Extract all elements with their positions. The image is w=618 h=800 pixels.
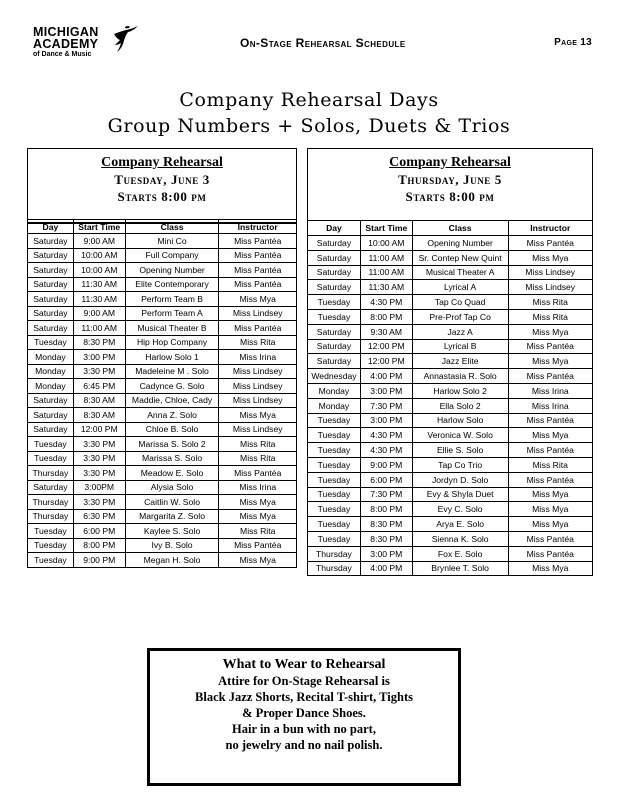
cell-instructor: Miss Pantéa: [508, 443, 592, 458]
cell-instructor: Miss Lindsey: [508, 280, 592, 295]
cell-class: Lyrical A: [412, 280, 508, 295]
cell-start-time: 3:30 PM: [73, 466, 125, 481]
cell-class: Tap Co Trio: [412, 457, 508, 472]
cell-class: Brynlee T. Solo: [412, 561, 508, 576]
schedule-row: [28, 248, 297, 263]
cell-day: Saturday: [28, 248, 74, 263]
attire-notice-box: [147, 648, 461, 786]
cell-day: Tuesday: [28, 553, 74, 568]
schedule-row: [308, 383, 593, 398]
page-title: [0, 87, 618, 139]
cell-instructor: Miss Mya: [219, 495, 297, 510]
cell-day: Monday: [28, 379, 74, 394]
cell-start-time: 11:30 AM: [73, 277, 125, 292]
cell-instructor: Miss Pantéa: [508, 236, 592, 251]
cell-instructor: Miss Irina: [508, 398, 592, 413]
cell-instructor: Miss Pantéa: [508, 546, 592, 561]
cell-start-time: 11:00 AM: [360, 250, 412, 265]
cell-instructor: Miss Mya: [508, 517, 592, 532]
cell-day: Saturday: [28, 306, 74, 321]
cell-start-time: 8:30 PM: [360, 531, 412, 546]
schedule-row: [308, 398, 593, 413]
schedule-row: [308, 236, 593, 251]
cell-day: Saturday: [28, 321, 74, 336]
right-panel-header: [308, 155, 592, 226]
cell-day: Thursday: [308, 546, 361, 561]
cell-class: Maddie, Chloe, Cady: [125, 393, 219, 408]
cell-start-time: 3:00 PM: [360, 546, 412, 561]
right-table-body: [308, 236, 593, 576]
col-instructor: Instructor: [219, 220, 297, 234]
schedule-row: [308, 517, 593, 532]
cell-class: Arya E. Solo: [412, 517, 508, 532]
left-panel-start: Starts 8:00 pm: [117, 189, 207, 204]
cell-day: Tuesday: [308, 472, 361, 487]
cell-day: Saturday: [308, 236, 361, 251]
schedule-row: [28, 292, 297, 307]
cell-start-time: 9:00 PM: [360, 457, 412, 472]
cell-day: Tuesday: [308, 502, 361, 517]
schedule-row: [308, 354, 593, 369]
cell-start-time: 3:00PM: [73, 480, 125, 495]
cell-instructor: Miss Pantéa: [219, 248, 297, 263]
schedule-row: [28, 553, 297, 568]
cell-start-time: 6:00 PM: [360, 472, 412, 487]
schedule-row: [28, 480, 297, 495]
cell-class: Cadynce G. Solo: [125, 379, 219, 394]
cell-class: Margarita Z. Solo: [125, 509, 219, 524]
cell-class: Harlow Solo 1: [125, 350, 219, 365]
schedule-row: [308, 561, 593, 576]
cell-instructor: Miss Lindsey: [508, 265, 592, 280]
cell-instructor: Miss Mya: [219, 509, 297, 524]
cell-instructor: Miss Mya: [219, 553, 297, 568]
cell-start-time: 12:00 PM: [360, 339, 412, 354]
right-panel-title: Company Rehearsal: [389, 155, 511, 170]
cell-class: Musical Theater A: [412, 265, 508, 280]
cell-class: Ellie S. Solo: [412, 443, 508, 458]
logo-line-2: ACADEMY: [33, 37, 99, 51]
cell-day: Saturday: [28, 408, 74, 423]
cell-instructor: Miss Pantéa: [219, 263, 297, 278]
cell-day: Saturday: [308, 354, 361, 369]
cell-class: Jordyn D. Solo: [412, 472, 508, 487]
cell-class: Perform Team A: [125, 306, 219, 321]
cell-instructor: Miss Mya: [508, 250, 592, 265]
cell-start-time: 11:30 AM: [360, 280, 412, 295]
cell-start-time: 8:00 PM: [360, 309, 412, 324]
schedule-row: [308, 472, 593, 487]
schedule-row: [308, 339, 593, 354]
schedule-row: [308, 546, 593, 561]
schedule-row: [308, 443, 593, 458]
cell-class: Elite Contemporary: [125, 277, 219, 292]
cell-class: Opening Number: [412, 236, 508, 251]
left-table-body: [28, 234, 297, 568]
cell-day: Saturday: [308, 280, 361, 295]
cell-start-time: 7:30 PM: [360, 487, 412, 502]
cell-instructor: Miss Rita: [219, 437, 297, 452]
cell-day: Saturday: [28, 277, 74, 292]
left-schedule-panel: [27, 148, 297, 224]
cell-start-time: 7:30 PM: [360, 398, 412, 413]
schedule-row: [28, 495, 297, 510]
attire-line: no jewelry and no nail polish.: [225, 738, 383, 752]
cell-day: Thursday: [308, 561, 361, 576]
schedule-row: [308, 428, 593, 443]
right-schedule-panel: [307, 148, 593, 226]
cell-instructor: Miss Mya: [219, 292, 297, 307]
attire-line: & Proper Dance Shoes.: [242, 706, 366, 720]
cell-class: Pre-Prof Tap Co: [412, 309, 508, 324]
cell-class: Tap Co Quad: [412, 295, 508, 310]
left-panel-header: [28, 155, 296, 223]
cell-day: Saturday: [28, 422, 74, 437]
col-start-time: Start Time: [360, 221, 412, 236]
cell-instructor: Miss Mya: [508, 487, 592, 502]
logo-line-1: MICHIGAN: [33, 25, 99, 39]
cell-class: Perform Team B: [125, 292, 219, 307]
cell-day: Saturday: [28, 393, 74, 408]
cell-instructor: Miss Pantéa: [219, 277, 297, 292]
col-instructor: Instructor: [508, 221, 592, 236]
cell-start-time: 9:00 AM: [73, 306, 125, 321]
schedule-row: [308, 280, 593, 295]
schedule-row: [28, 263, 297, 278]
cell-instructor: Miss Mya: [219, 408, 297, 423]
schedule-row: [28, 408, 297, 423]
cell-instructor: Miss Pantéa: [219, 466, 297, 481]
cell-class: Mini Co: [125, 234, 219, 249]
cell-day: Saturday: [308, 250, 361, 265]
schedule-row: [308, 457, 593, 472]
cell-start-time: 10:00 AM: [73, 263, 125, 278]
cell-start-time: 3:00 PM: [360, 383, 412, 398]
cell-class: Kaylee S. Solo: [125, 524, 219, 539]
schedule-row: [28, 350, 297, 365]
cell-day: Tuesday: [28, 335, 74, 350]
cell-day: Thursday: [28, 495, 74, 510]
cell-class: Annastasia R. Solo: [412, 369, 508, 384]
cell-class: Hip Hop Company: [125, 335, 219, 350]
cell-class: Alysia Solo: [125, 480, 219, 495]
schedule-row: [28, 509, 297, 524]
cell-start-time: 4:30 PM: [360, 443, 412, 458]
schedule-row: [308, 324, 593, 339]
page-number: Page 13: [554, 37, 592, 48]
col-day: Day: [28, 220, 74, 234]
cell-day: Monday: [28, 364, 74, 379]
cell-start-time: 4:30 PM: [360, 428, 412, 443]
cell-start-time: 8:30 PM: [73, 335, 125, 350]
cell-start-time: 4:00 PM: [360, 369, 412, 384]
schedule-row: [308, 250, 593, 265]
cell-start-time: 11:00 AM: [360, 265, 412, 280]
cell-class: Marissa S. Solo 2: [125, 437, 219, 452]
cell-day: Tuesday: [308, 428, 361, 443]
cell-instructor: Miss Lindsey: [219, 393, 297, 408]
cell-start-time: 11:30 AM: [73, 292, 125, 307]
cell-class: Jazz A: [412, 324, 508, 339]
cell-instructor: Miss Lindsey: [219, 379, 297, 394]
cell-start-time: 3:30 PM: [73, 364, 125, 379]
schedule-row: [28, 364, 297, 379]
cell-instructor: Miss Pantéa: [219, 234, 297, 249]
cell-instructor: Miss Pantéa: [219, 321, 297, 336]
cell-day: Thursday: [28, 466, 74, 481]
cell-class: Megan H. Solo: [125, 553, 219, 568]
left-schedule-table: [27, 219, 297, 568]
cell-instructor: Miss Pantéa: [508, 472, 592, 487]
cell-instructor: Miss Irina: [219, 350, 297, 365]
cell-day: Saturday: [28, 292, 74, 307]
cell-class: Caitlin W. Solo: [125, 495, 219, 510]
cell-start-time: 4:00 PM: [360, 561, 412, 576]
cell-start-time: 3:00 PM: [73, 350, 125, 365]
header-title: On-Stage Rehearsal Schedule: [240, 36, 406, 50]
cell-day: Saturday: [28, 263, 74, 278]
schedule-row: [308, 502, 593, 517]
col-day: Day: [308, 221, 361, 236]
attire-line: Attire for On-Stage Rehearsal is: [218, 674, 390, 688]
cell-day: Tuesday: [28, 451, 74, 466]
cell-class: Chloe B. Solo: [125, 422, 219, 437]
cell-class: Meadow E. Solo: [125, 466, 219, 481]
cell-day: Tuesday: [308, 531, 361, 546]
cell-start-time: 4:30 PM: [360, 295, 412, 310]
cell-class: Sr. Contep New Quint: [412, 250, 508, 265]
cell-class: Anna Z. Solo: [125, 408, 219, 423]
cell-day: Saturday: [308, 265, 361, 280]
cell-instructor: Miss Mya: [508, 502, 592, 517]
cell-day: Tuesday: [28, 524, 74, 539]
cell-instructor: Miss Rita: [219, 335, 297, 350]
cell-start-time: 8:30 PM: [360, 517, 412, 532]
cell-start-time: 9:00 PM: [73, 553, 125, 568]
col-start-time: Start Time: [73, 220, 125, 234]
cell-day: Monday: [308, 383, 361, 398]
cell-instructor: Miss Rita: [219, 524, 297, 539]
cell-instructor: Miss Pantéa: [219, 538, 297, 553]
cell-start-time: 8:30 AM: [73, 393, 125, 408]
cell-start-time: 8:30 AM: [73, 408, 125, 423]
attire-title: What to Wear to Rehearsal: [222, 657, 386, 672]
title-line-2: Group Numbers + Solos, Duets & Trios: [107, 115, 511, 137]
cell-day: Monday: [308, 398, 361, 413]
cell-day: Tuesday: [28, 538, 74, 553]
cell-class: Lyrical B: [412, 339, 508, 354]
cell-instructor: Miss Mya: [508, 324, 592, 339]
cell-instructor: Miss Rita: [508, 295, 592, 310]
title-line-1: Company Rehearsal Days: [179, 89, 439, 111]
schedule-row: [28, 335, 297, 350]
schedule-row: [28, 466, 297, 481]
cell-start-time: 12:00 PM: [360, 354, 412, 369]
cell-class: Veronica W. Solo: [412, 428, 508, 443]
cell-class: Evy & Shyla Duet: [412, 487, 508, 502]
col-class: Class: [125, 220, 219, 234]
schedule-row: [28, 538, 297, 553]
cell-instructor: Miss Rita: [219, 451, 297, 466]
left-panel-date: Tuesday, June 3: [114, 172, 210, 187]
cell-day: Tuesday: [308, 413, 361, 428]
cell-instructor: Miss Pantéa: [508, 413, 592, 428]
cell-class: Evy C. Solo: [412, 502, 508, 517]
schedule-row: [28, 437, 297, 452]
cell-start-time: 3:00 PM: [360, 413, 412, 428]
cell-start-time: 6:30 PM: [73, 509, 125, 524]
cell-day: Saturday: [28, 234, 74, 249]
right-schedule-table: [307, 220, 593, 576]
cell-instructor: Miss Irina: [219, 480, 297, 495]
schedule-row: [308, 369, 593, 384]
schedule-row: [28, 306, 297, 321]
cell-class: Jazz Elite: [412, 354, 508, 369]
cell-day: Wednesday: [308, 369, 361, 384]
cell-class: Ella Solo 2: [412, 398, 508, 413]
cell-class: Marissa S. Solo: [125, 451, 219, 466]
cell-start-time: 8:00 PM: [360, 502, 412, 517]
cell-instructor: Miss Irina: [508, 383, 592, 398]
cell-day: Monday: [28, 350, 74, 365]
cell-instructor: Miss Mya: [508, 428, 592, 443]
schedule-row: [28, 379, 297, 394]
cell-class: Ivy B. Solo: [125, 538, 219, 553]
schedule-row: [28, 422, 297, 437]
schedule-row: [308, 309, 593, 324]
cell-instructor: Miss Mya: [508, 561, 592, 576]
cell-day: Tuesday: [308, 443, 361, 458]
col-class: Class: [412, 221, 508, 236]
attire-line: Black Jazz Shorts, Recital T-shirt, Tights: [195, 690, 413, 704]
cell-start-time: 6:45 PM: [73, 379, 125, 394]
schedule-row: [308, 265, 593, 280]
cell-day: Thursday: [28, 509, 74, 524]
cell-class: Madeleine M . Solo: [125, 364, 219, 379]
cell-instructor: Miss Rita: [508, 309, 592, 324]
cell-instructor: Miss Pantéa: [508, 531, 592, 546]
cell-start-time: 10:00 AM: [360, 236, 412, 251]
cell-start-time: 3:30 PM: [73, 451, 125, 466]
schedule-row: [28, 277, 297, 292]
cell-class: Sienna K. Solo: [412, 531, 508, 546]
cell-start-time: 12:00 PM: [73, 422, 125, 437]
cell-instructor: Miss Lindsey: [219, 364, 297, 379]
schedule-row: [28, 524, 297, 539]
cell-class: Harlow Solo: [412, 413, 508, 428]
schedule-row: [28, 234, 297, 249]
dancer-icon: [111, 24, 139, 54]
cell-instructor: Miss Rita: [508, 457, 592, 472]
schedule-row: [28, 321, 297, 336]
schedule-row: [308, 295, 593, 310]
logo-line-3: of Dance & Music: [33, 51, 92, 58]
cell-instructor: Miss Mya: [508, 354, 592, 369]
schedule-row: [308, 531, 593, 546]
schedule-row: [308, 413, 593, 428]
cell-day: Tuesday: [308, 517, 361, 532]
cell-class: Fox E. Solo: [412, 546, 508, 561]
cell-day: Tuesday: [308, 487, 361, 502]
attire-line: Hair in a bun with no part,: [232, 722, 376, 736]
cell-day: Saturday: [308, 324, 361, 339]
schedule-row: [28, 451, 297, 466]
cell-class: Musical Theater B: [125, 321, 219, 336]
cell-day: Saturday: [28, 480, 74, 495]
cell-day: Tuesday: [308, 457, 361, 472]
cell-day: Tuesday: [308, 295, 361, 310]
cell-day: Tuesday: [308, 309, 361, 324]
schedule-row: [308, 487, 593, 502]
cell-start-time: 11:00 AM: [73, 321, 125, 336]
cell-start-time: 10:00 AM: [73, 248, 125, 263]
cell-start-time: 9:30 AM: [360, 324, 412, 339]
right-panel-date: Thursday, June 5: [398, 172, 502, 187]
cell-class: Harlow Solo 2: [412, 383, 508, 398]
cell-start-time: 6:00 PM: [73, 524, 125, 539]
cell-class: Full Company: [125, 248, 219, 263]
schedule-row: [28, 393, 297, 408]
cell-instructor: Miss Lindsey: [219, 306, 297, 321]
cell-instructor: Miss Pantéa: [508, 369, 592, 384]
right-panel-start: Starts 8:00 pm: [405, 189, 495, 204]
cell-start-time: 9:00 AM: [73, 234, 125, 249]
cell-start-time: 8:00 PM: [73, 538, 125, 553]
academy-logo: [33, 24, 143, 62]
cell-class: Opening Number: [125, 263, 219, 278]
cell-day: Saturday: [308, 339, 361, 354]
cell-day: Tuesday: [28, 437, 74, 452]
cell-instructor: Miss Lindsey: [219, 422, 297, 437]
cell-start-time: 3:30 PM: [73, 495, 125, 510]
cell-instructor: Miss Pantéa: [508, 339, 592, 354]
cell-start-time: 3:30 PM: [73, 437, 125, 452]
left-panel-title: Company Rehearsal: [101, 155, 223, 170]
